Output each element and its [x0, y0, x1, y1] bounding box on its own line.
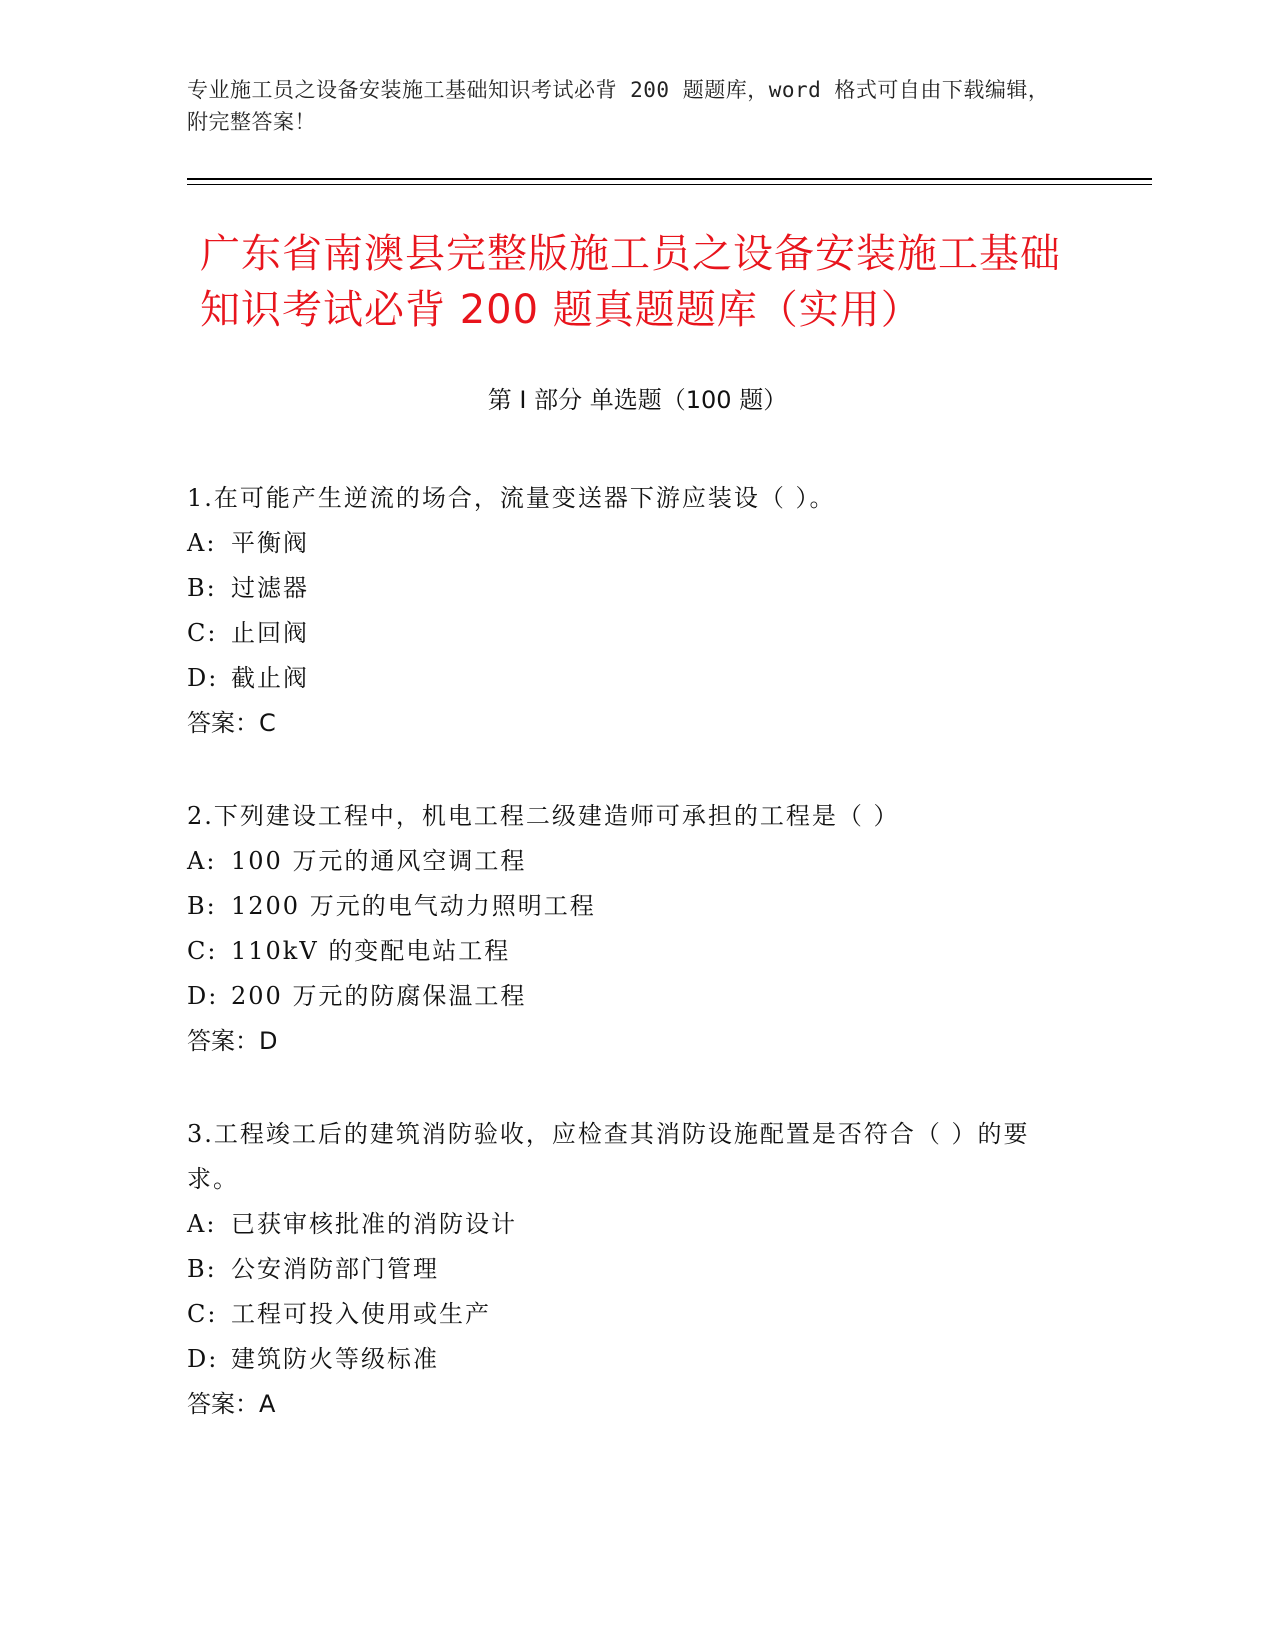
option-c [187, 1292, 1067, 1337]
option-text: 100 万元的通风空调工程 [231, 847, 527, 875]
option-letter: D: [187, 1345, 219, 1373]
option-text: 公安消防部门管理 [231, 1255, 439, 1283]
option-letter: C: [187, 937, 218, 965]
option-c [187, 611, 1067, 656]
option-c [187, 929, 1067, 974]
answer-line: 答案：C [187, 709, 276, 737]
option-b [187, 884, 1067, 929]
option-d [187, 656, 1067, 701]
option-text: 建筑防火等级标准 [231, 1345, 439, 1373]
option-d [187, 1337, 1067, 1382]
option-letter: D: [187, 664, 219, 692]
option-a [187, 521, 1067, 566]
option-letter: A: [187, 529, 217, 557]
option-letter: A: [187, 847, 217, 875]
question-3 [187, 1112, 1067, 1427]
option-text: 200 万元的防腐保温工程 [231, 982, 527, 1010]
option-text: 截止阀 [231, 664, 309, 692]
option-text: 已获审核批准的消防设计 [231, 1210, 517, 1238]
header-divider-thick [187, 178, 1152, 180]
option-text: 止回阀 [231, 619, 309, 647]
option-b [187, 1247, 1067, 1292]
section-heading: 第 I 部分 单选题（100 题） [487, 386, 788, 414]
option-a [187, 1202, 1067, 1247]
option-text: 过滤器 [231, 574, 309, 602]
option-letter: B: [187, 1255, 217, 1283]
option-text: 工程可投入使用或生产 [231, 1300, 491, 1328]
option-text: 1200 万元的电气动力照明工程 [231, 892, 596, 920]
option-text: 平衡阀 [231, 529, 309, 557]
question-list [187, 476, 1067, 1475]
option-b [187, 566, 1067, 611]
option-letter: B: [187, 892, 217, 920]
question-2 [187, 794, 1067, 1064]
option-letter: B: [187, 574, 217, 602]
answer-line: 答案：D [187, 1027, 278, 1055]
option-letter: C: [187, 619, 218, 647]
option-d [187, 974, 1067, 1019]
option-letter: A: [187, 1210, 217, 1238]
question-stem: 3.工程竣工后的建筑消防验收，应检查其消防设施配置是否符合（ ）的要求。 [187, 1120, 1030, 1193]
question-stem: 2.下列建设工程中，机电工程二级建造师可承担的工程是（ ） [187, 802, 900, 830]
option-text: 110kV 的变配电站工程 [231, 937, 511, 965]
header-note: 专业施工员之设备安装施工基础知识考试必背 200 题题库，word 格式可自由下载编辑，附完整答案！ [187, 78, 1050, 134]
question-stem: 1.在可能产生逆流的场合，流量变送器下游应装设（ ）。 [187, 484, 836, 512]
question-1 [187, 476, 1067, 746]
header-divider-thin [187, 184, 1152, 185]
option-letter: D: [187, 982, 219, 1010]
document-title: 广东省南澳县完整版施工员之设备安装施工基础知识考试必背 200 题真题题库（实用） [200, 231, 1061, 333]
answer-line: 答案：A [187, 1390, 276, 1418]
option-letter: C: [187, 1300, 218, 1328]
option-a [187, 839, 1067, 884]
